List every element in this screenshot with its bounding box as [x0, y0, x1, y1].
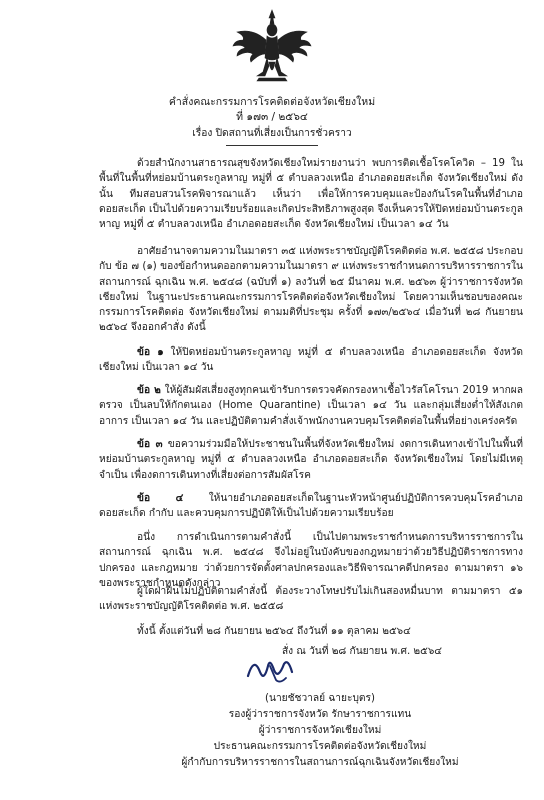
garuda-emblem-icon [229, 6, 315, 84]
signature-mark [240, 652, 300, 686]
ordered-date: สั่ง ณ วันที่ ๒๘ กันยายน พ.ศ. ๒๕๖๔ [281, 646, 443, 657]
paragraph-exemption: อนึ่ง การดำเนินการตามคำสั่งนี้ เป็นไปตามพระราชกำหนดการบริหารราชการในสถานการณ์ ฉุกเฉิน พ.ศ. ๒๕๔๘ จึงไม่อยู่ในบังคับของกฎหมายว่าด้วยวิธีปฏิบัติราชการทางปกครอง และกฎหมาย ว่าด้วยการจัดตั้งศาลปกครองและวิธีพิจารณาคดีปกครอง ตามมาตรา ๑๖ ของพระราชกำหนดดังกล่าว [99, 532, 523, 589]
order-item-text: ขอความร่วมมือให้ประชาชนในพื้นที่จังหวัดเชียงใหม่ งดการเดินทางเข้าไปในพื้นที่ หย่อมบ้านตระกูลหาญ หมู่ที่ ๕ ตำบลลวงเหนือ อำเภอดอยสะเก็ด จังหวัดเชียงใหม่ โดยไม่มีเหตุจำเป็น เพื่องดการเดินทางที่เสี่ยงต่อการสัมผัสโรค [99, 439, 523, 481]
paragraph-authority: อาศัยอำนาจตามความในมาตรา ๓๕ แห่งพระราชบัญญัติโรคติดต่อ พ.ศ. ๒๕๕๘ ประกอบกับ ข้อ ๗ (๑) ของข้อกำหนดออกตามความในมาตรา ๙ แห่งพระราชกำหนดการบริหารราชการในสถานการณ์ ฉุกเฉิน พ.ศ. ๒๕๔๘ (ฉบับที่ ๑) ลงวันที่ ๒๕ มีนาคม พ.ศ. ๒๕๖๓ ผู้ว่าราชการจังหวัดเชียงใหม่ ในฐานะประธานคณะกรรมการโรคติดต่อจังหวัดเชียงใหม่ โดยความเห็นชอบของคณะกรรมการโรคติดต่อ จังหวัดเชียงใหม่ ตามมติที่ประชุม ครั้งที่ ๑๗๓/๒๕๖๔ เมื่อวันที่ ๒๘ กันยายน ๒๕๖๔ จึงออกคำสั่ง ดังนี้ [99, 246, 523, 334]
signatory-position-3: ประธานคณะกรรมการโรคติดต่อจังหวัดเชียงใหม่ [213, 741, 427, 752]
signatory-position-1: รองผู้ว่าราชการจังหวัด รักษาราชการแทน [228, 709, 412, 720]
effective-period: ทั้งนี้ ตั้งแต่วันที่ ๒๘ กันยายน ๒๕๖๔ ถึงวันที่ ๑๑ ตุลาคม ๒๕๖๔ [137, 626, 411, 637]
order-item-label: ข้อ ๔ [137, 493, 184, 504]
paragraph-penalty: ผู้ใดฝ่าฝืนไม่ปฏิบัติตามคำสั่งนี้ ต้องระวางโทษปรับไม่เกินสองหมื่นบาท ตามมาตรา ๕๑ แห่งพระราชบัญญัติโรคติดต่อ พ.ศ. ๒๕๕๘ [99, 586, 523, 613]
title-divider [226, 145, 318, 146]
order-item-2 [99, 383, 523, 429]
order-item-3 [99, 437, 523, 483]
order-item-1 [99, 345, 523, 376]
order-item-label: ข้อ ๑ [137, 347, 164, 358]
order-number: ที่ ๑๗๓ / ๒๕๖๔ [236, 111, 308, 123]
order-item-label: ข้อ ๓ [137, 439, 163, 450]
paragraph-intro: ด้วยสำนักงานสาธารณสุขจังหวัดเชียงใหม่รายงานว่า พบการติดเชื้อโรคโควิด – 19 ในพื้นที่ในพื้นที่หย่อมบ้านตระกูลหาญ หมู่ที่ ๕ ตำบลลวงเหนือ อำเภอดอยสะเก็ด จังหวัดเชียงใหม่ ดังนั้น ทีมสอบสวนโรคพิจารณาแล้ว เห็นว่า เพื่อให้การควบคุมและป้องกันโรคในพื้นที่อำเภอดอยสะเก็ด เป็นไปด้วยความเรียบร้อยและเกิดประสิทธิภาพสูงสุด จึงเห็นควรให้ปิดหย่อมบ้านตระกูลหาญ หมู่ที่ ๕ ตำบลลวงเหนือ อำเภอดอยสะเก็ด จังหวัดเชียงใหม่ เป็นเวลา ๑๔ วัน [99, 158, 523, 231]
order-item-text: ให้ผู้สัมผัสเสี่ยงสูงทุกคนเข้ารับการตรวจคัดกรองหาเชื้อไวรัสโคโรนา 2019 หากผลตรวจ เป็นลบให้กักตนเอง (Home Quarantine) เป็นเวลา ๑๔ วัน และกลุ่มเสี่ยงต่ำให้สังเกตอาการ เป็นเวลา ๑๔ วัน และปฏิบัติตามคำสั่งเจ้าพนักงานควบคุมโรคติดต่อในพื้นที่อย่างเคร่งครัด [99, 385, 523, 427]
signatory-position-4: ผู้กำกับการบริหารราชการในสถานการณ์ฉุกเฉินจังหวัดเชียงใหม่ [181, 757, 459, 768]
signatory-name: (นายชัชวาลย์ ฉายะบุตร) [265, 693, 375, 704]
order-subject: เรื่อง ปิดสถานที่เสี่ยงเป็นการชั่วคราว [192, 128, 352, 139]
order-item-4 [99, 491, 523, 522]
order-item-text: ให้นายอำเภอดอยสะเก็ดในฐานะหัวหน้าศูนย์ปฏิบัติการควบคุมโรคอำเภอดอยสะเก็ด กำกับ และควบคุมการปฏิบัติให้เป็นไปด้วยความเรียบร้อย [99, 493, 523, 520]
order-title: คำสั่งคณะกรรมการโรคติดต่อจังหวัดเชียงใหม่ [168, 96, 376, 108]
order-item-text: ให้ปิดหย่อมบ้านตระกูลหาญ หมู่ที่ ๕ ตำบลลวงเหนือ อำเภอดอยสะเก็ด จังหวัดเชียงใหม่ เป็นเวลา ๑๔ วัน [99, 347, 523, 374]
signatory-position-2: ผู้ว่าราชการจังหวัดเชียงใหม่ [258, 725, 382, 736]
order-item-label: ข้อ ๒ [137, 385, 161, 396]
